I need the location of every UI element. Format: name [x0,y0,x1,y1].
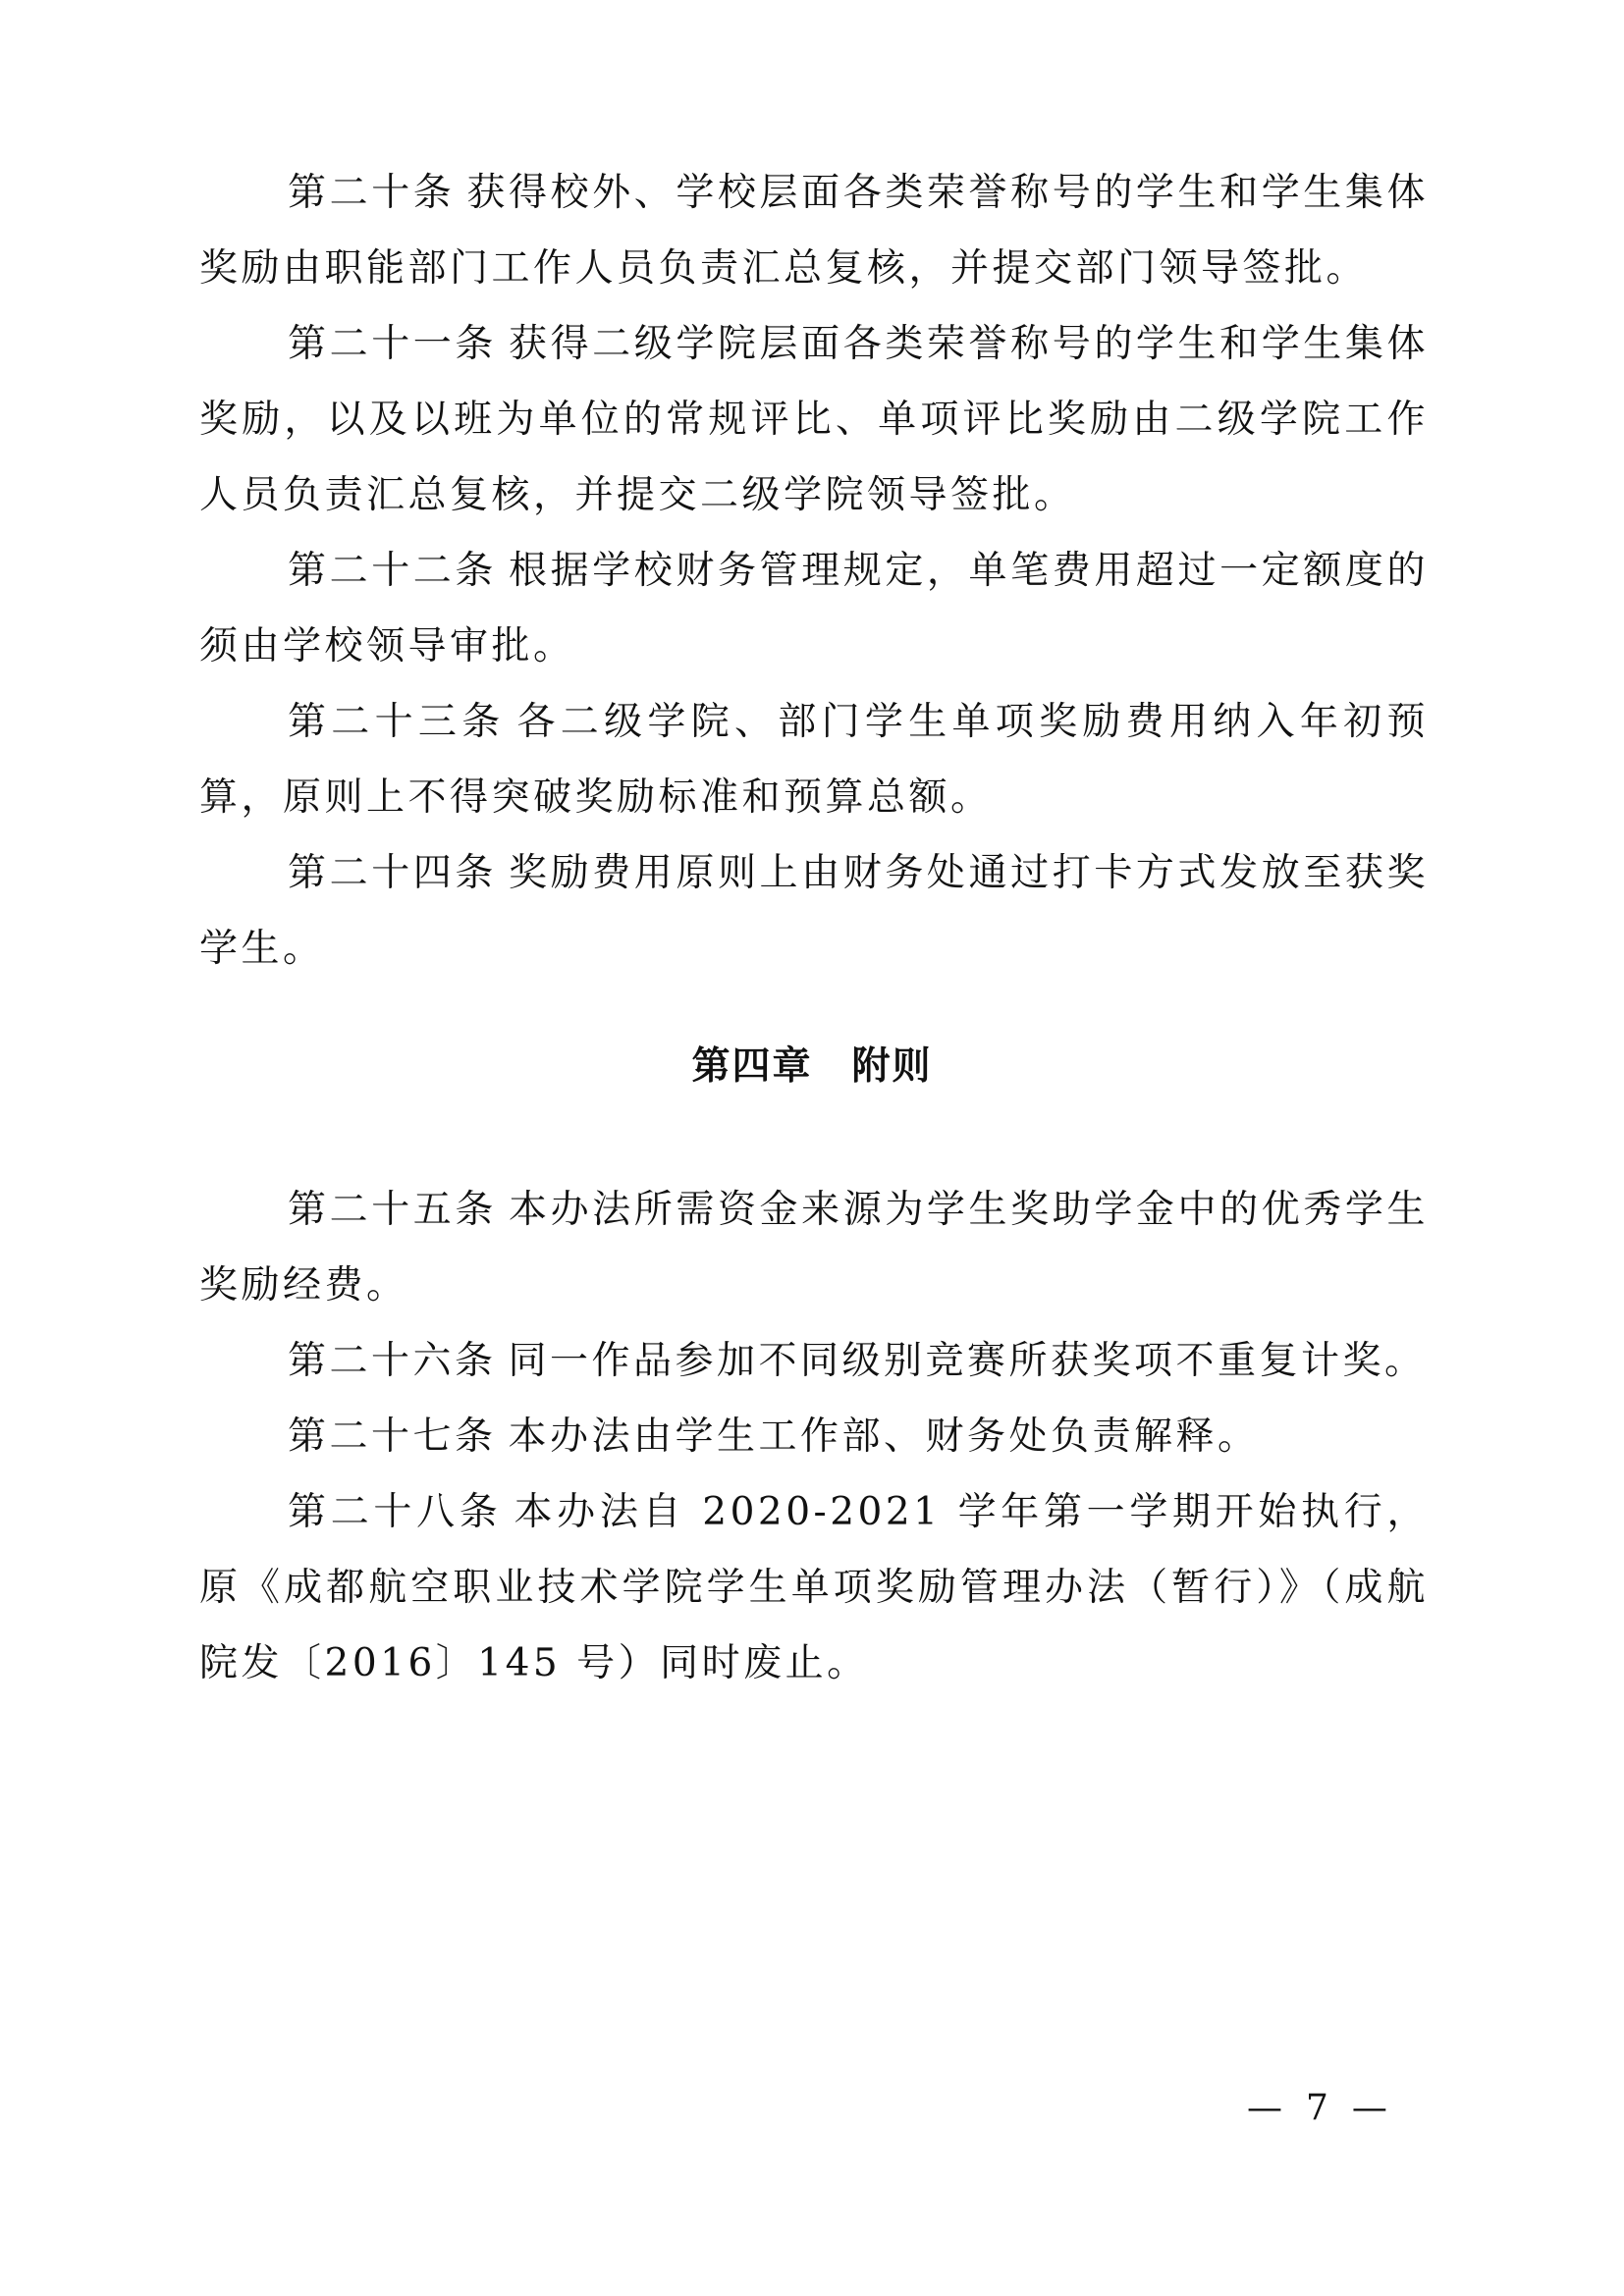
article-text: 本办法所需资金来源为学生奖助学金中的优秀学生奖励经费。 [199,1188,1429,1308]
article-21 [199,306,1429,533]
page-number-dash-left: — [1247,2088,1284,2128]
article-text: 获得校外、学校层面各类荣誉称号的学生和学生集体奖励由职能部门工作人员负责汇总复核，并提交部门领导签批。 [199,171,1429,291]
article-number: 第二十一条 [288,322,497,366]
article-text: 本办法由学生工作部、财务处负责解释。 [508,1415,1260,1459]
article-text: 根据学校财务管理规定，单笔费用超过一定额度的须由学校领导审批。 [199,549,1429,668]
page-number: 7 [1306,2088,1330,2128]
article-number: 第二十二条 [288,549,497,593]
article-22 [199,533,1429,684]
articles-after-chapter [199,1172,1429,1701]
article-28 [199,1474,1429,1701]
article-text: 获得二级学院层面各类荣誉称号的学生和学生集体奖励，以及以班为单位的常规评比、单项评比奖励由二级学院工作人员负责汇总复核，并提交二级学院领导签批。 [199,322,1429,517]
article-number: 第二十条 [288,171,456,215]
page-number-footer [1247,2079,1389,2138]
article-text: 各二级学院、部门学生单项奖励费用纳入年初预算，原则上不得突破奖励标准和预算总额。 [199,700,1429,820]
chapter-heading [0,1033,1624,1101]
article-number: 第二十五条 [288,1188,497,1232]
article-number: 第二十三条 [288,700,506,744]
article-text: 奖励费用原则上由财务处通过打卡方式发放至获奖学生。 [199,851,1429,971]
article-27 [199,1399,1429,1474]
article-20 [199,155,1429,306]
article-number: 第二十四条 [288,851,497,895]
chapter-title: 附则 [851,1044,933,1089]
article-25 [199,1172,1429,1323]
page-number-dash-right: — [1351,2088,1389,2128]
article-text: 同一作品参加不同级别竞赛所获奖项不重复计奖。 [508,1339,1427,1383]
chapter-number: 第四章 [691,1044,813,1089]
article-26 [199,1323,1429,1399]
article-number: 第二十八条 [288,1490,503,1534]
articles-before-chapter [199,155,1429,987]
article-number: 第二十七条 [288,1415,497,1459]
article-24 [199,835,1429,987]
article-number: 第二十六条 [288,1339,497,1383]
article-23 [199,684,1429,835]
article-text: 本办法自 2020-2021 学年第一学期开始执行，原《成都航空职业技术学院学生单项奖励管理办法（暂行）》（成航院发〔2016〕145 号）同时废止。 [199,1490,1429,1685]
